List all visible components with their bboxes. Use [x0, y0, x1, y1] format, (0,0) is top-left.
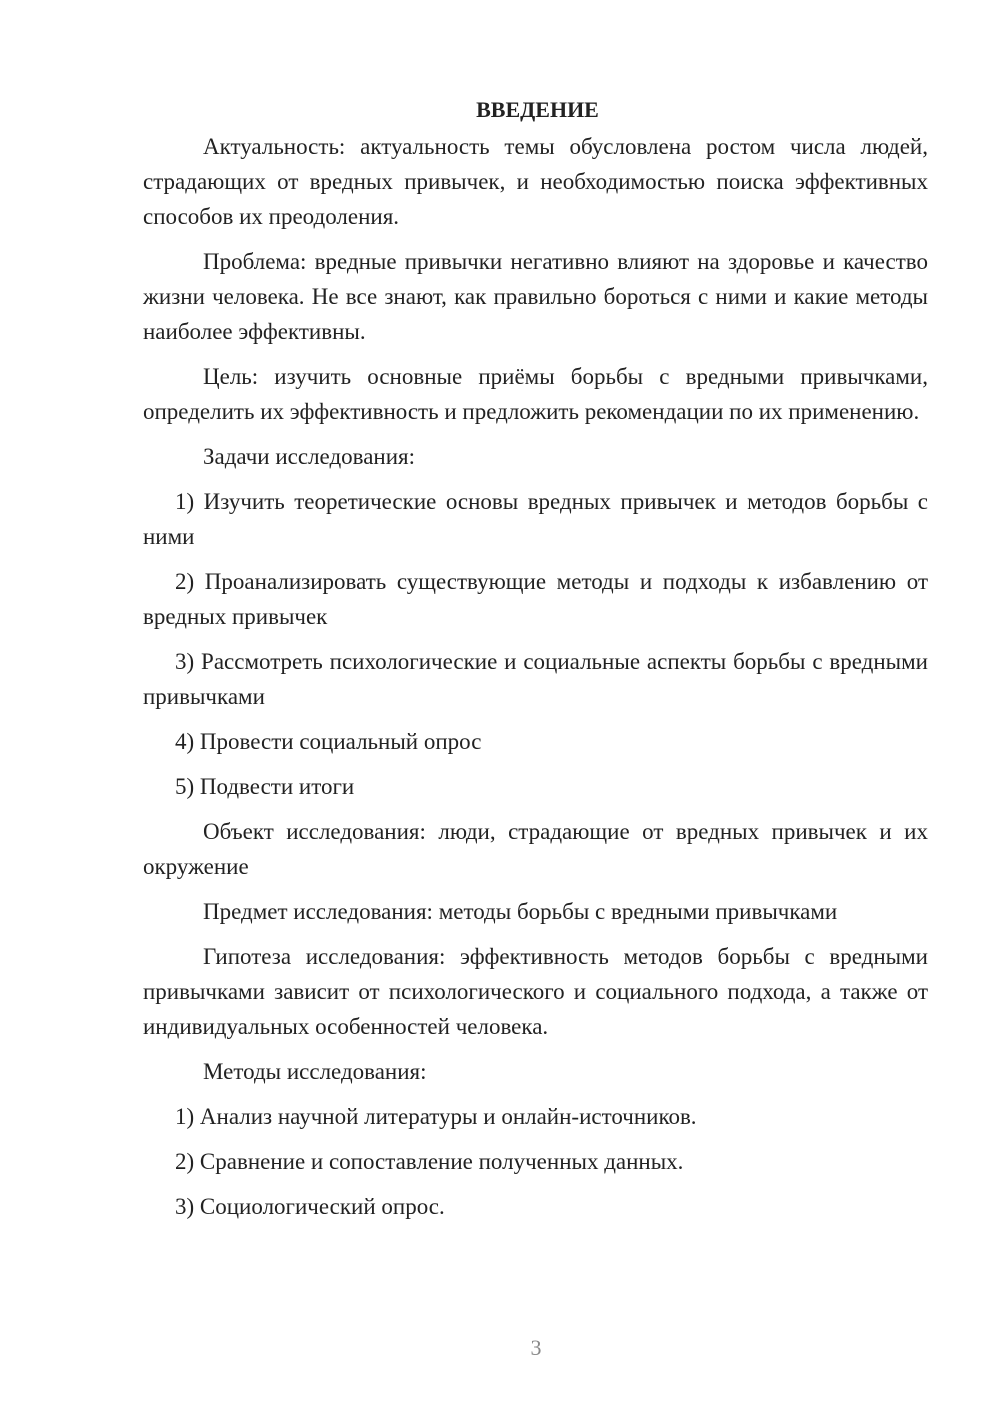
problem-paragraph: Проблема: вредные привычки негативно влияют на здоровье и качество жизни человека. Не все знают, как правильно бороться с ними и какие методы наиболее эффективны.	[143, 249, 928, 344]
methods-heading: Методы исследования:	[203, 1059, 427, 1084]
method-item-3: 3) Социологический опрос.	[175, 1194, 445, 1219]
document-body	[143, 92, 928, 1234]
object-paragraph: Объект исследования: люди, страдающие от вредных привычек и их окружение	[143, 819, 928, 879]
subject-paragraph: Предмет исследования: методы борьбы с вредными привычками	[203, 899, 838, 924]
task-item-1: 1) Изучить теоретические основы вредных привычек и методов борьбы с ними	[143, 489, 928, 549]
task-item-4: 4) Провести социальный опрос	[175, 729, 482, 754]
task-item-3: 3) Рассмотреть психологические и социальные аспекты борьбы с вредными привычками	[143, 649, 928, 709]
goal-paragraph: Цель: изучить основные приёмы борьбы с вредными привычками, определить их эффективность и предложить рекомендации по их применению.	[143, 364, 928, 424]
task-item-5: 5) Подвести итоги	[175, 774, 355, 799]
method-item-1: 1) Анализ научной литературы и онлайн-источников.	[175, 1104, 697, 1129]
tasks-heading: Задачи исследования:	[203, 444, 416, 469]
hypothesis-paragraph: Гипотеза исследования: эффективность методов борьбы с вредными привычками зависит от психологического и социального подхода, а также от индивидуальных особенностей человека.	[143, 944, 928, 1039]
relevance-paragraph: Актуальность: актуальность темы обусловлена ростом числа людей, страдающих от вредных привычек, и необходимостью поиска эффективных способов их преодоления.	[143, 134, 928, 229]
page-title: ВВЕДЕНИЕ	[476, 97, 599, 122]
method-item-2: 2) Сравнение и сопоставление полученных данных.	[175, 1149, 684, 1174]
task-item-2: 2) Проанализировать существующие методы и подходы к избавлению от вредных привычек	[143, 569, 928, 629]
page-number: 3	[530, 1335, 542, 1360]
